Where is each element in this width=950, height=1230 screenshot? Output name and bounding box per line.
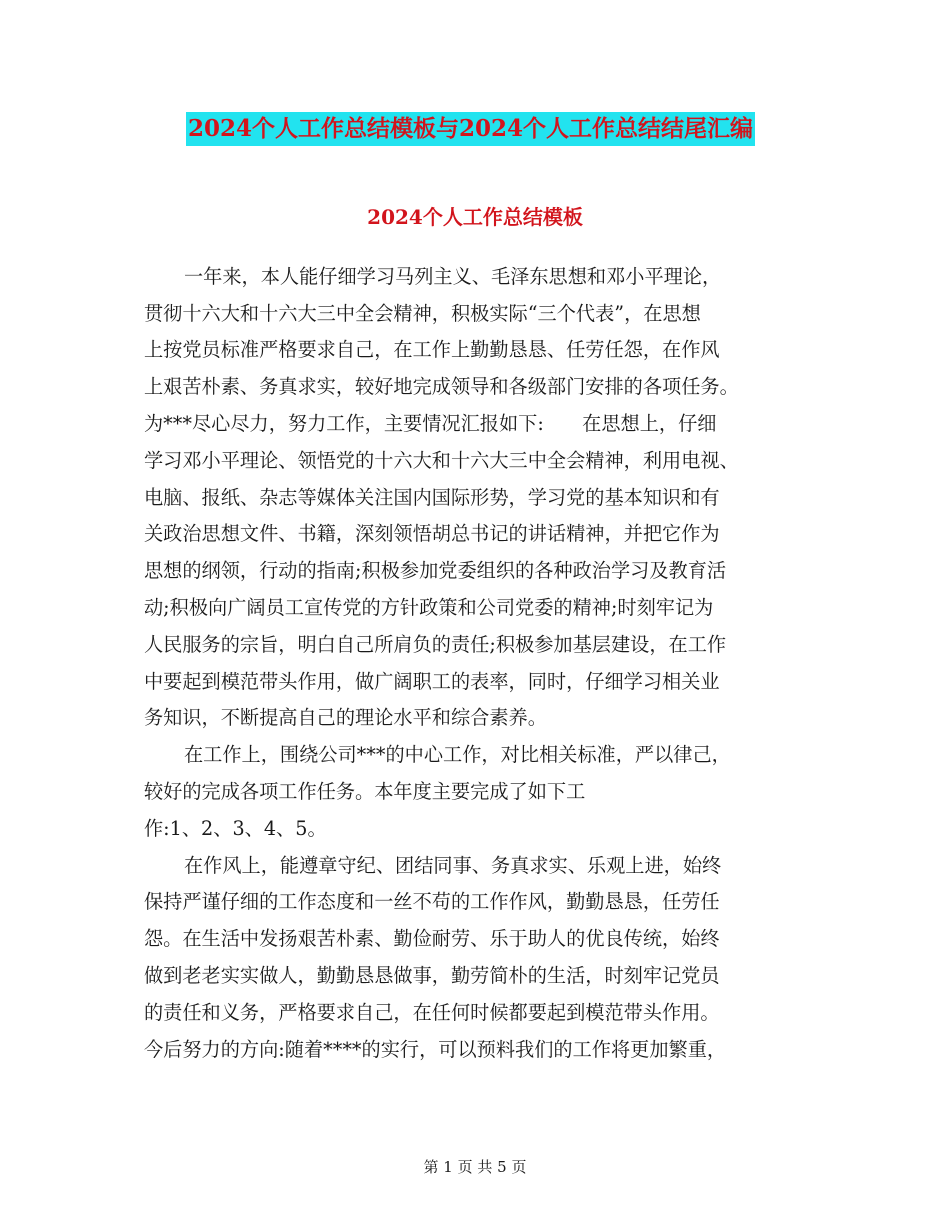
document-body xyxy=(144,222,808,1068)
paragraph-line: 人民服务的宗旨，明白自己所肩负的责任;积极参加基层建设，在工作 xyxy=(144,632,727,656)
paragraph-line: 上按党员标准严格要求自己，在工作上勤勤恳恳、任劳任怨，在作风 xyxy=(144,338,720,362)
paragraph-line: 较好的完成各项工作任务。本年度主要完成了如下工 xyxy=(144,779,586,803)
paragraph-line: 保持严谨仔细的工作态度和一丝不苟的工作作风，勤勤恳恳，任劳任 xyxy=(144,890,720,914)
section-title: 2024个人工作总结模板 xyxy=(367,205,583,229)
page-number-footer: 第 1 页 共 5 页 xyxy=(423,1158,527,1176)
paragraph-line: 学习邓小平理论、领悟党的十六大和十六大三中全会精神，利用电视、 xyxy=(144,448,739,472)
document-title: 2024个人工作总结模板与2024个人工作总结结尾汇编 xyxy=(186,112,755,146)
paragraph-line: 在作风上，能遵章守纪、团结同事、务真求实、乐观上进，始终 xyxy=(184,853,722,877)
paragraph-line: 上艰苦朴素、务真求实，较好地完成领导和各级部门安排的各项任务。 xyxy=(144,375,739,399)
paragraph-line: 一年来，本人能仔细学习马列主义、毛泽东思想和邓小平理论， xyxy=(184,264,722,288)
paragraph-line: 电脑、报纸、杂志等媒体关注国内国际形势，学习党的基本知识和有 xyxy=(144,485,720,509)
paragraph-line: 今后努力的方向:随着****的实行，可以预料我们的工作将更加繁重， xyxy=(144,1037,727,1061)
paragraph-line: 为***尽心尽力，努力工作，主要情况汇报如下: 在思想上，仔细 xyxy=(144,411,717,435)
paragraph-line: 务知识，不断提高自己的理论水平和综合素养。 xyxy=(144,706,547,730)
paragraph-line: 中要起到模范带头作用，做广阔职工的表率，同时，仔细学习相关业 xyxy=(144,669,720,693)
paragraph-line: 做到老老实实做人，勤勤恳恳做事，勤劳简朴的生活，时刻牢记党员 xyxy=(144,963,720,987)
paragraph-line: 贯彻十六大和十六大三中全会精神，积极实际“三个代表”，在思想 xyxy=(144,301,701,325)
paragraph-line: 在工作上，围绕公司***的中心工作，对比相关标准，严以律己， xyxy=(184,743,731,767)
paragraph-line: 怨。在生活中发扬艰苦朴素、勤俭耐劳、乐于助人的优良传统，始终 xyxy=(144,927,720,951)
paragraph-line: 动;积极向广阔员工宣传党的方针政策和公司党委的精神;时刻牢记为 xyxy=(144,595,714,619)
paragraph-line: 关政治思想文件、书籍，深刻领悟胡总书记的讲话精神，并把它作为 xyxy=(144,522,720,546)
paragraph-line: 的责任和义务，严格要求自己，在任何时候都要起到模范带头作用。 xyxy=(144,1000,720,1024)
paragraph-line: 作:1、2、3、4、5。 xyxy=(144,816,327,840)
paragraph-line: 思想的纲领，行动的指南;积极参加党委组织的各种政治学习及教育活 xyxy=(144,559,727,583)
